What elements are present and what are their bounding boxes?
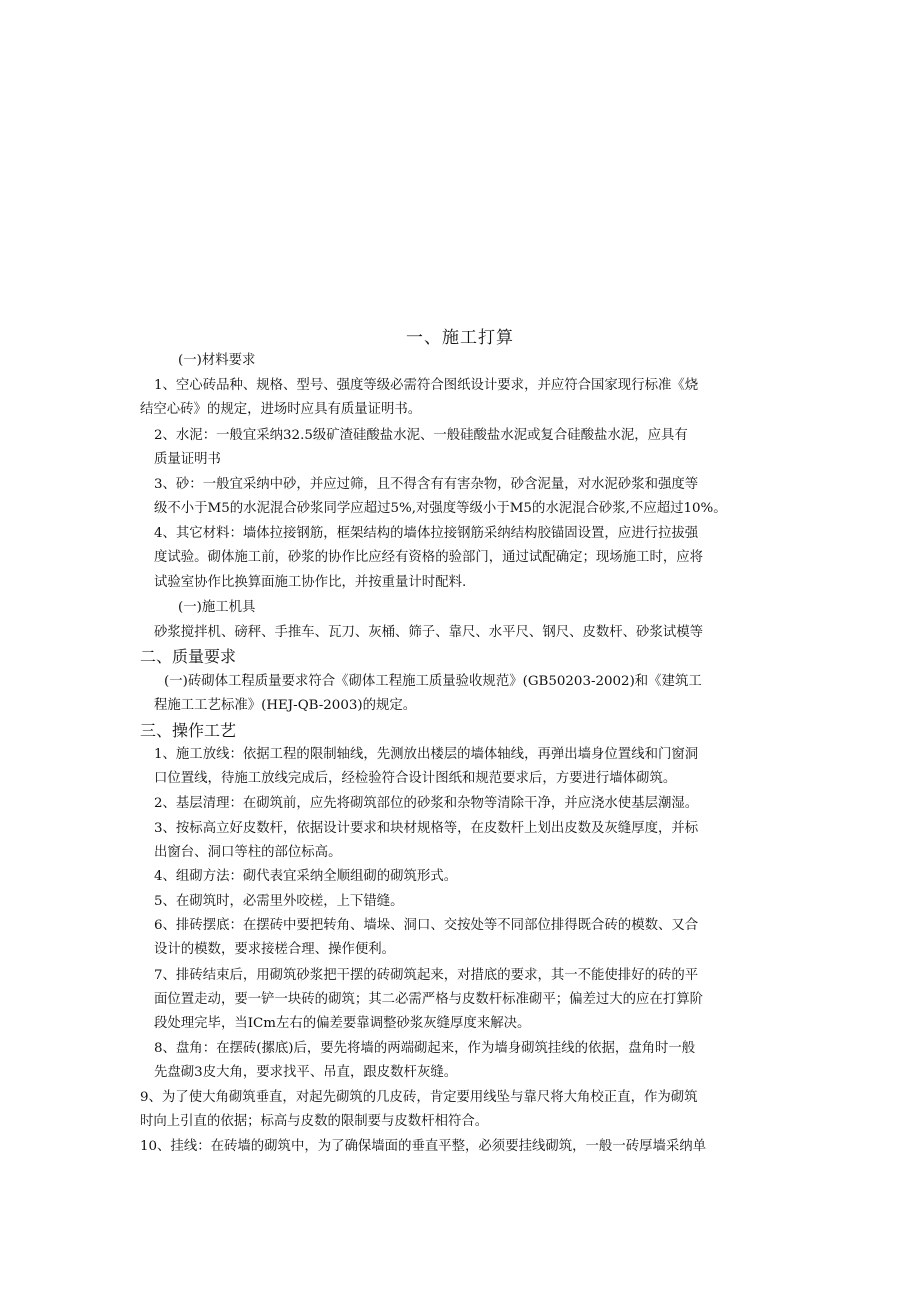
- step-1-line-2: 口位置线，待施工放线完成后，经检验符合设计图纸和规范要求后，方要进行墙体砌筑。: [154, 771, 677, 786]
- quality-item-1-line-1: (一)砖砌体工程质量要求符合《砌体工程施工质量验收规范》(GB50203-2002)和《建筑工: [164, 674, 702, 689]
- step-5: 5、在砌筑时，必需里外咬槎，上下错缝。: [154, 894, 404, 909]
- quality-item-1-line-2: 程施工工艺标准》(HEJ-QB-2003)的规定。: [154, 698, 417, 713]
- material-item-2-line-2: 质量证明书: [154, 452, 221, 467]
- section-header-tools: (一)施工机具: [178, 600, 256, 615]
- step-10-line-1: 10、挂线：在砖墙的砌筑中，为了确保墙面的垂直平整，必须要挂线砌筑，一般一砖厚墙采纳单: [140, 1139, 707, 1154]
- step-3-line-2: 出窗台、洞口等柱的部位标高。: [154, 845, 342, 860]
- quality-heading: 二、质量要求: [140, 647, 237, 666]
- material-item-2-line-1: 2、水泥：一般宜采纳32.5级矿渣硅酸盐水泥、一般硅酸盐水泥或复合硅酸盐水泥，应具有: [154, 428, 688, 443]
- step-8-line-1: 8、盘角：在摆砖(摞底)后，要先将墙的两端砌起来，作为墙身砌筑挂线的依据，盘角时一般: [154, 1041, 696, 1056]
- step-3-line-1: 3、按标高立好皮数杆，依据设计要求和块材规格等，在皮数杆上划出皮数及灰缝厚度，并标: [154, 821, 699, 836]
- step-7-line-2: 面位置走动，要一铲一块砖的砌筑；其二必需严格与皮数杆标准砌平；偏差过大的应在打算阶: [154, 992, 704, 1007]
- material-item-4-line-3: 试验室协作比换算面施工协作比，并按重量计时配料.: [154, 575, 467, 590]
- process-heading: 三、操作工艺: [140, 721, 237, 740]
- material-item-4-line-1: 4、其它材料：墙体拉接钢筋，框架结构的墙体拉接钢筋采纳结构胶锚固设置，应进行拉拔强: [154, 526, 699, 541]
- step-9-line-2: 时向上引直的依据；标高与皮数的限制要与皮数杆相符合。: [140, 1114, 489, 1129]
- document-title: 一、施工打算: [406, 328, 514, 348]
- step-4: 4、组砌方法：砌代表宜采纳全顺组砌的砌筑形式。: [154, 869, 458, 884]
- tools-list: 砂浆搅拌机、磅秤、手推车、瓦刀、灰桶、筛子、靠尺、水平尺、钢尺、皮数杆、砂浆试模等: [154, 625, 704, 640]
- step-8-line-2: 先盘砌3皮大角，要求找平、吊直，跟皮数杆灰缝。: [154, 1065, 458, 1080]
- material-item-1-line-2: 结空心砖》的规定，进场时应具有质量证明书。: [140, 402, 422, 417]
- section-header-materials: (一)材料要求: [178, 353, 256, 368]
- step-1-line-1: 1、施工放线：依据工程的限制轴线，先测放出楼层的墙体轴线，再弹出墙身位置线和门窗洞: [154, 747, 699, 762]
- step-7-line-3: 段处理完毕，当ICm左右的偏差要靠调整砂浆灰缝厚度来解决。: [154, 1016, 531, 1031]
- step-9-line-1: 9、为了使大角砌筑垂直，对起先砌筑的几皮砖，肯定要用线坠与靠尺将大角校正直，作为砌筑: [140, 1090, 698, 1105]
- step-2: 2、基层清理：在砌筑前，应先将砌筑部位的砂浆和杂物等清除干净，并应浇水使基层潮湿。: [154, 796, 699, 811]
- material-item-3-line-1: 3、砂：一般宜采纳中砂，并应过筛，且不得含有有害杂物，砂含泥量，对水泥砂浆和强度等: [154, 477, 699, 492]
- step-6-line-1: 6、排砖摆底：在摆砖中要把转角、墙垛、洞口、交按处等不同部位排得既合砖的模数、又合: [154, 918, 699, 933]
- material-item-3-line-2: 级不小于M5的水泥混合砂浆同学应超过5%,对强度等级小于M5的水泥混合砂浆,不应超过10%。: [154, 501, 727, 516]
- step-6-line-2: 设计的模数，要求接槎合理、操作便利。: [154, 942, 396, 957]
- material-item-1-line-1: 1、空心砖品种、规格、型号、强度等级必需符合图纸设计要求，并应符合国家现行标准《烧: [154, 378, 699, 393]
- step-7-line-1: 7、排砖结束后，用砌筑砂浆把干摆的砖砌筑起来，对措底的要求，其一不能使排好的砖的平: [154, 968, 699, 983]
- material-item-4-line-2: 度试验。砌体施工前，砂浆的协作比应经有资格的验部门，通过试配确定；现场施工时，应将: [154, 550, 704, 565]
